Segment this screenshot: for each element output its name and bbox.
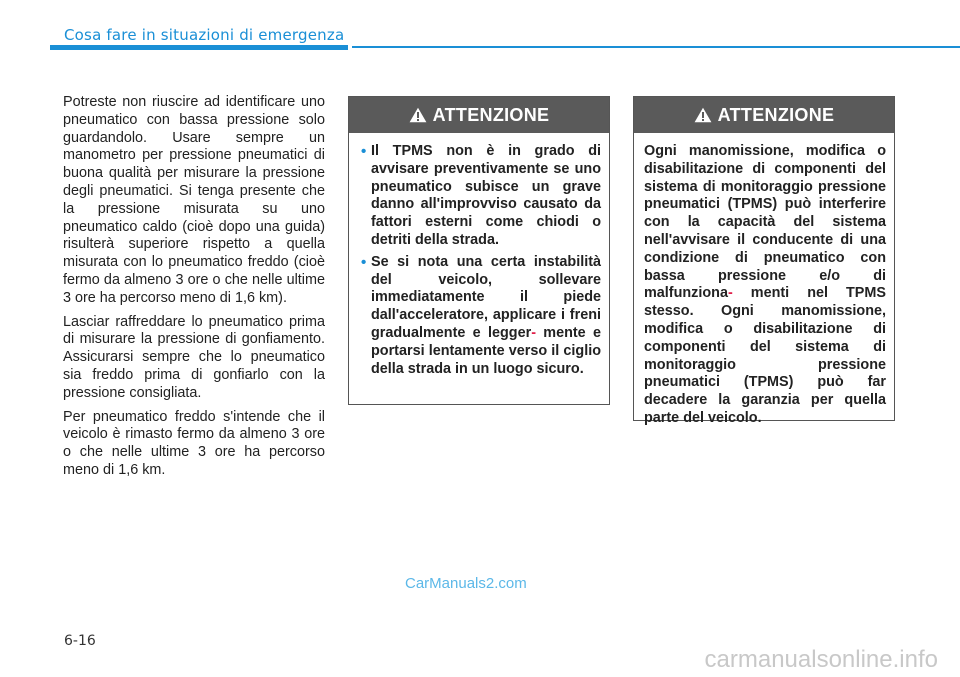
hyphen-mark: - [727,285,733,302]
warning-title: ATTENZIONE [432,104,550,125]
warning-item-text-part1: Se si nota una certa instabilità del veicolo, sollevare immediatamente il piede dall'acceleratore, applicare i freni gradualmente e legger [371,253,601,341]
warning-item-text [371,254,601,379]
warning-text-part1: Ogni manomissione, modifica o disabilitazione di componenti del sistema di monitoraggio pressione pneumatici (TPMS) può interferire con la capacità del sistema nell'avvisare il conducente di una condizione di pneumatico con bassa pressione e/o di malfunziona [644,143,886,302]
warning-title: ATTENZIONE [717,104,835,125]
header-section-title: Cosa fare in situazioni di emergenza [64,26,345,44]
hyphen-mark: - [531,324,536,341]
warning-box-tpms [348,96,610,405]
warning-item-2 [361,254,601,379]
footer-watermark: carmanualsonline.info [704,646,938,673]
warning-triangle-icon [409,107,427,123]
warning-item-text: Il TPMS non è in grado di avvisare preventivamente se uno pneumatico subisce un grave danno all'improvviso causato da fattori esterni come chiodi o detriti della strada. [371,143,601,248]
body-text-column [63,94,325,486]
warning-box-tampering [633,96,895,426]
bullet-icon: • [361,253,367,271]
warning-item-1 [361,143,601,250]
header-rule-thin [352,46,960,48]
paragraph-1: Potreste non riuscire ad identificare uno pneumatico con bassa pressione solo guardandolo. Usare sempre un manometro per pressione pneumatici di buona qualità per misurare la pressione degli pneumatici. Si tenga presente che la pressione misurata su uno pneumatico caldo (cioè dopo una guida) risulterà superiore rispetto a quella misurata con lo pneumatico freddo (cioè fermo da almeno 3 ore o che nelle ultime 3 ore ha percorso meno di 1,6 km). [63,94,325,306]
warning-header [349,97,609,133]
warning-header [634,97,894,133]
warning-body [634,133,894,428]
watermark-link[interactable]: CarManuals2.com [405,575,527,592]
page-number: 6-16 [64,633,96,649]
warning-text-part2: menti nel TPMS stesso. Ogni manomissione, modifica o disabilitazione di componenti del sistema di monitoraggio pressione pneumatici (TPMS) può far decadere la garanzia per quella parte del veicolo. [644,285,886,426]
paragraph-2: Lasciar raffreddare lo pneumatico prima di misurare la pressione di gonfiamento. Assicurarsi sempre che lo pneumatico sia freddo prima di gonfiarlo con la pressione consigliata. [63,313,325,401]
paragraph-3: Per pneumatico freddo s'intende che il veicolo è rimasto fermo da almeno 3 ore o che nelle ultime 3 ore ha percorso meno di 1,6 km. [63,408,325,478]
bullet-icon: • [361,143,367,160]
warning-body [349,133,609,378]
header-rule-thick [50,45,348,50]
warning-item-text-part2: mente e portarsi lentamente verso il ciglio della strada in un luogo sicuro. [371,324,601,377]
warning-triangle-icon [694,107,712,123]
